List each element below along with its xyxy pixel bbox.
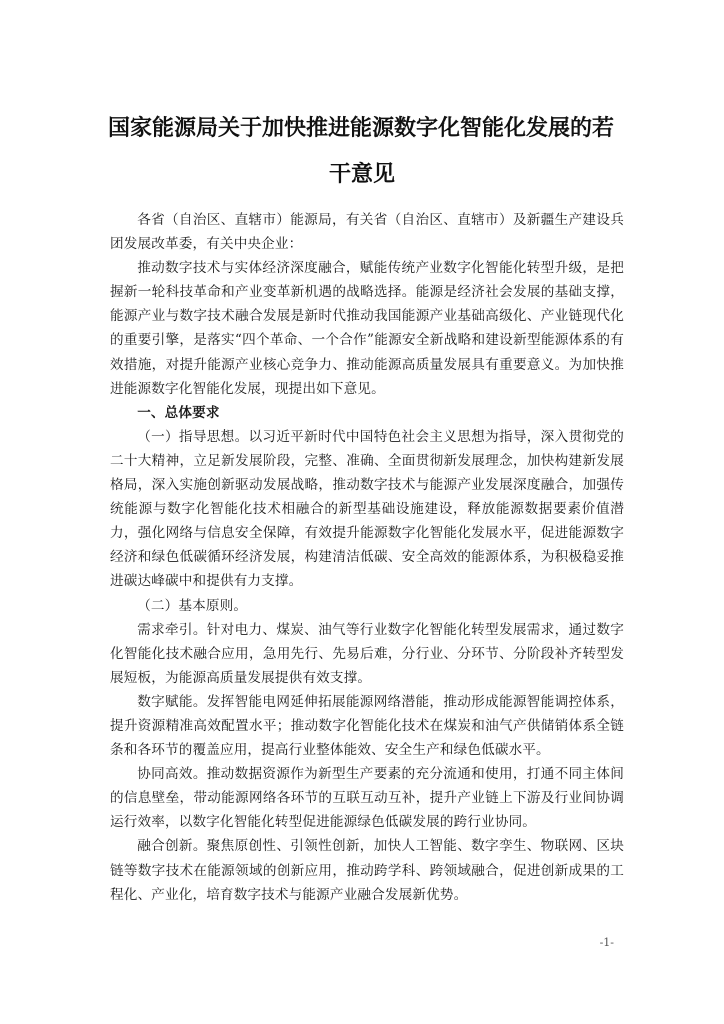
document-title-line-1: 国家能源局关于加快推进能源数字化智能化发展的若	[108, 116, 615, 141]
digital-empowerment-paragraph: 数字赋能。发挥智能电网延伸拓展能源网络潜能，推动形成能源智能调控体系，提升资源精准高效配置水平；推动数字化智能化技术在煤炭和油气产供储销体系全链条和各环节的覆盖应用，提高行业整体能效、安全生产和绿色低碳水平。	[110, 693, 624, 759]
document-body	[110, 208, 624, 907]
salutation-paragraph: 各省（自治区、直辖市）能源局，有关省（自治区、直辖市）及新疆生产建设兵团发展改革委，有关中央企业：	[110, 212, 624, 253]
section-heading-general-requirements: 一、总体要求	[137, 404, 220, 421]
demand-driven-paragraph: 需求牵引。针对电力、煤炭、油气等行业数字化智能化转型发展需求，通过数字化智能化技术融合应用，急用先行、先易后难，分行业、分环节、分阶段补齐转型发展短板，为能源高质量发展提供有效支撑。	[110, 621, 624, 686]
page-number: -1-	[599, 936, 614, 949]
collaborative-efficiency-paragraph: 协同高效。推动数据资源作为新型生产要素的充分流通和使用，打通不同主体间的信息壁垒，带动能源网络各环节的互联互动互补，提升产业链上下游及行业间协调运行效率，以数字化智能化转型促进能源绿色低碳发展的跨行业协同。	[110, 766, 624, 831]
guiding-ideology-paragraph: （一）指导思想。以习近平新时代中国特色社会主义思想为指导，深入贯彻党的二十大精神，立足新发展阶段，完整、准确、全面贯彻新发展理念，加快构建新发展格局，深入实施创新驱动发展战略，推动数字技术与能源产业发展深度融合，加强传统能源与数字化智能化技术相融合的新型基础设施建设，释放能源数据要素价值潜力，强化网络与信息安全保障，有效提升能源数字化智能化发展水平，促进能源数字经济和绿色低碳循环经济发展，构建清洁低碳、安全高效的能源体系，为积极稳妥推进碳达峰碳中和提供有力支撑。	[110, 428, 624, 590]
intro-paragraph: 推动数字技术与实体经济深度融合，赋能传统产业数字化智能化转型升级，是把握新一轮科技革命和产业变革新机遇的战略选择。能源是经济社会发展的基础支撑，能源产业与数字技术融合发展是新时代推动我国能源产业基础高级化、产业链现代化的重要引擎，是落实“四个革命、一个合作”能源安全新战略和建设新型能源体系的有效措施，对提升能源产业核心竞争力、推动能源高质量发展具有重要意义。为加快推进能源数字化智能化发展，现提出如下意见。	[110, 260, 624, 397]
basic-principles-paragraph: （二）基本原则。	[137, 597, 248, 614]
integrated-innovation-paragraph: 融合创新。聚焦原创性、引领性创新，加快人工智能、数字孪生、物联网、区块链等数字技术在能源领域的创新应用，推动跨学科、跨领域融合，促进创新成果的工程化、产业化，培育数字技术与能源产业融合发展新优势。	[110, 838, 624, 903]
document-title-line-2: 干意见	[328, 162, 395, 187]
